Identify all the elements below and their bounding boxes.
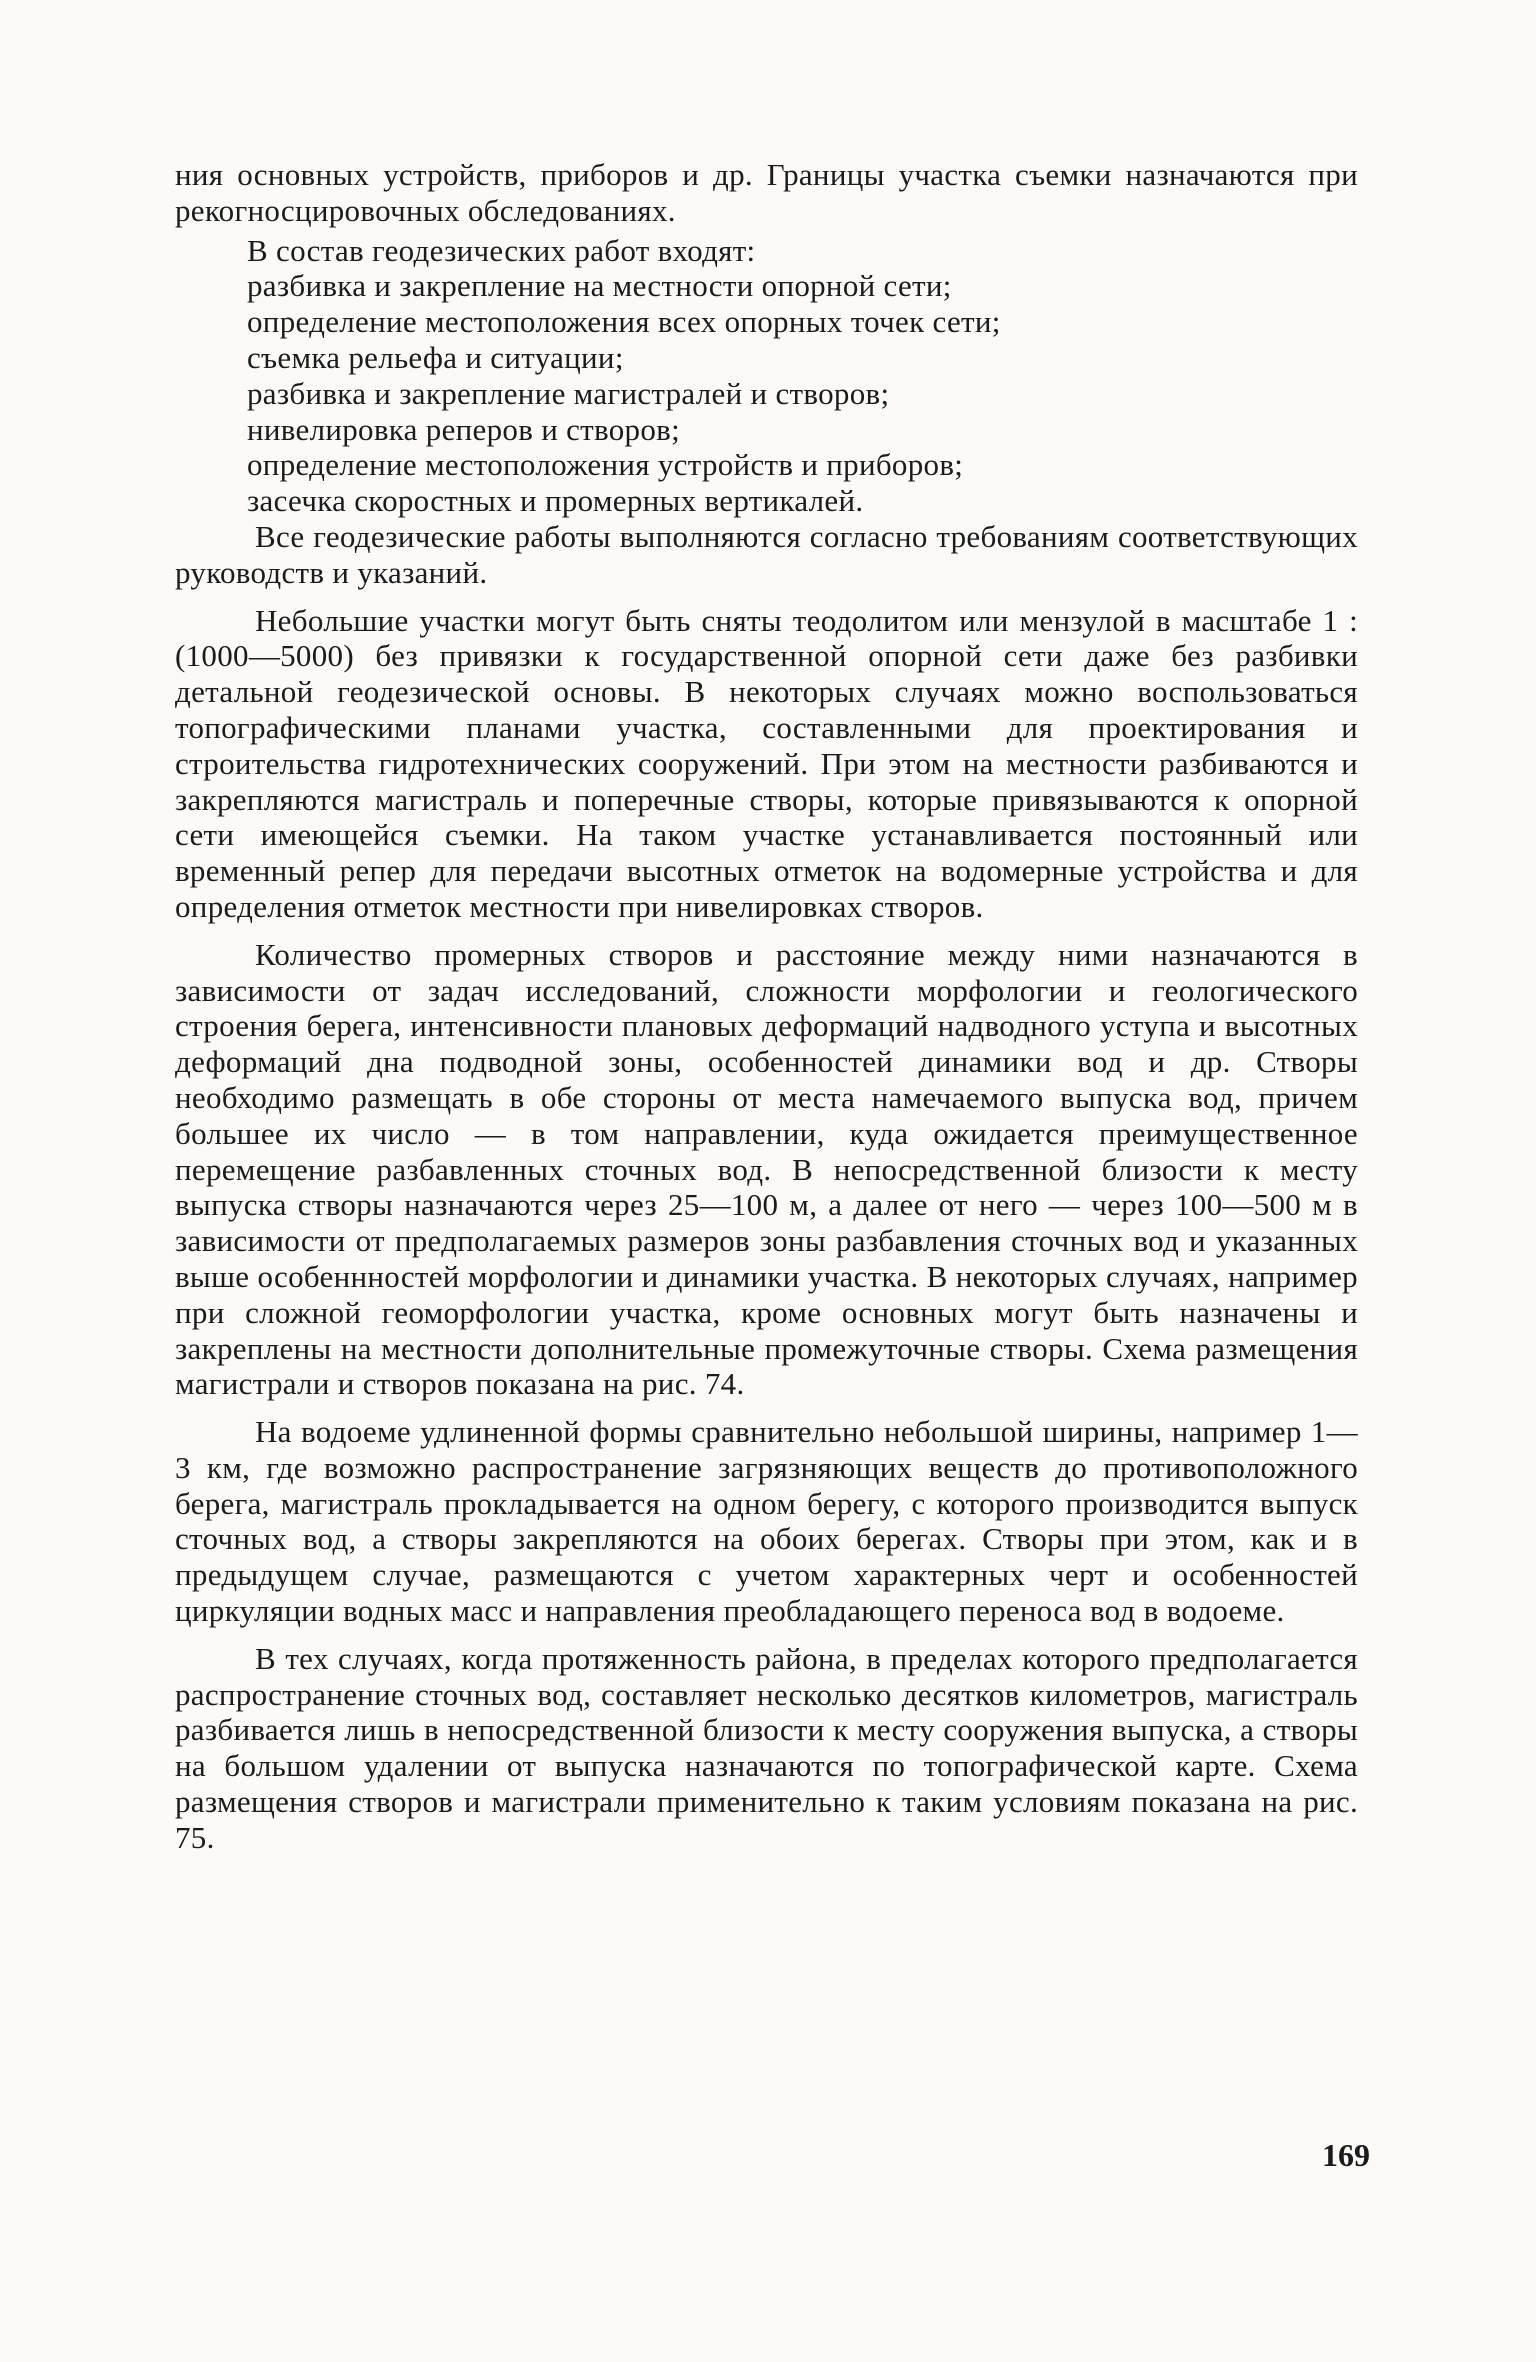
paragraph-continuation: ния основных устройств, приборов и др. Границы участка съемки назначаются при рекогносцировочных обследованиях. [175, 157, 1358, 228]
list-item: определение местоположения всех опорных точек сети; [247, 304, 1001, 340]
list-item: съемка рельефа и ситуации; [247, 339, 624, 375]
geodetic-works-list [175, 268, 1358, 519]
paragraph-work-composition-intro: В состав геодезических работ входят: [247, 232, 756, 268]
list-item: разбивка и закрепление магистралей и створов; [247, 375, 890, 411]
body-text [175, 157, 1358, 1860]
list-item: определение местоположения устройств и приборов; [247, 447, 964, 483]
list-item: засечка скоростных и промерных вертикалей. [247, 483, 864, 519]
list-item: разбивка и закрепление на местности опорной сети; [247, 268, 952, 304]
paragraph-small-areas: Небольшие участки могут быть сняты теодолитом или мензулой в масштабе 1 : (1000—5000) без привязки к государственной опорной сети даже без разбивки детальной геодезической основы. В некоторых случаях можно воспользоваться топографическими планами участка, составленными для проектирования и строительства гидротехнических сооружений. При этом на местности разбиваются и закрепляются магистраль и поперечные створы, которые привязываются к опорной сети имеющейся съемки. На таком участке устанавливается постоянный или временный репер для передачи высотных отметок на водомерные устройства и для определения отметок местности при нивелировках створов. [175, 602, 1358, 924]
paragraph-requirements: Все геодезические работы выполняются согласно требованиям соответствующих руководств и указаний. [175, 518, 1358, 590]
list-item: нивелировка реперов и створов; [247, 411, 681, 447]
paragraph-long-district: В тех случаях, когда протяженность района, в пределах которого предполагается распространение сточных вод, составляет несколько десятков километров, магистраль разбивается лишь в непосредственной близости к месту сооружения выпуска, а створы на большом удалении от выпуска назначаются по топографической карте. Схема размещения створов и магистрали применительно к таким условиям показана на рис. 75. [175, 1640, 1358, 1855]
page-number: 169 [1322, 2137, 1370, 2173]
paragraph-elongated-reservoir: На водоеме удлиненной формы сравнительно небольшой ширины, например 1—3 км, где возможно распространение загрязняющих веществ до противоположного берега, магистраль прокладывается на одном берегу, с которого производится выпуск сточных вод, а створы закрепляются на обоих берегах. Створы при этом, как и в предыдущем случае, размещаются с учетом характерных черт и особенностей циркуляции водных масс и направления преобладающего переноса вод в водоеме. [175, 1414, 1358, 1629]
paragraph-sounding-lines: Количество промерных створов и расстояние между ними назначаются в зависимости от задач исследований, сложности морфологии и геологического строения берега, интенсивности плановых деформаций надводного уступа и высотных деформаций дна подводной зоны, особенностей динамики вод и др. Створы необходимо размещать в обе стороны от места намечаемого выпуска вод, причем большее их число — в том направлении, куда ожидается преимущественное перемещение разбавленных сточных вод. В непосредственной близости к месту выпуска створы назначаются через 25—100 м, а далее от него — через 100—500 м в зависимости от предполагаемых размеров зоны разбавления сточных вод и указанных выше особеннностей морфологии и динамики участка. В некоторых случаях, например при сложной геоморфологии участка, кроме основных могут быть назначены и закреплены на местности дополнительные промежуточные створы. Схема размещения магистрали и створов показана на рис. 74. [175, 936, 1358, 1402]
